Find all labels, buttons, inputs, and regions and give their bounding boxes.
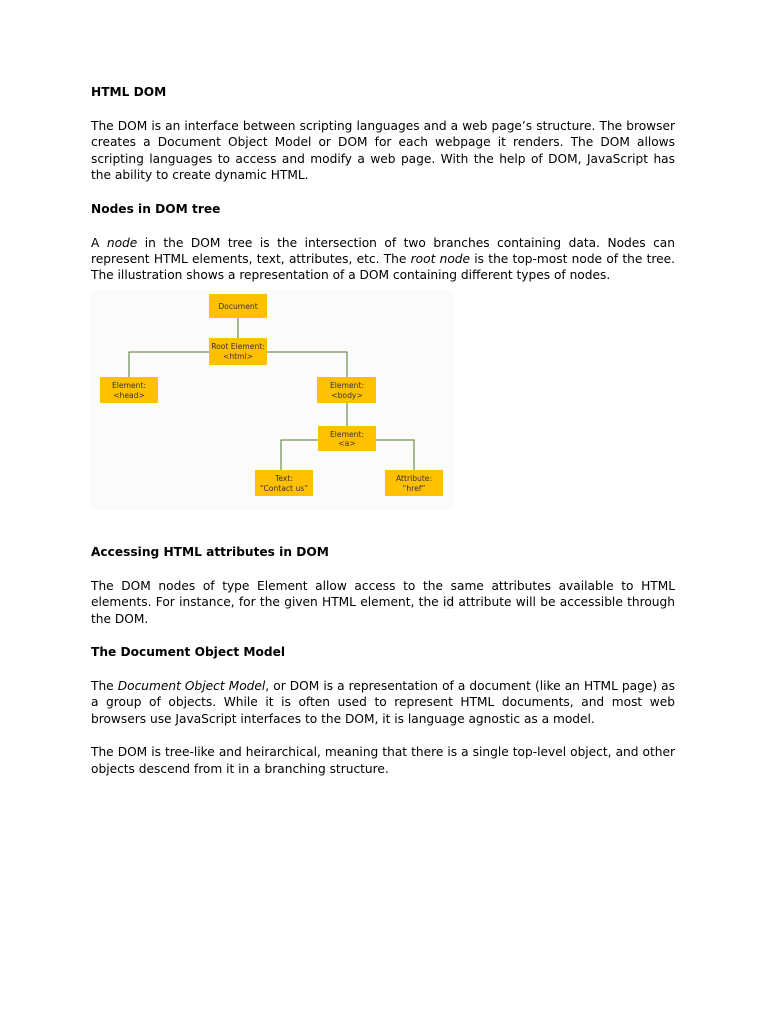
heading-accessing-attributes: Accessing HTML attributes in DOM <box>91 544 329 559</box>
heading-html-dom: HTML DOM <box>91 85 167 99</box>
heading-document-object-model: The Document Object Model <box>91 645 286 660</box>
highlighted-id: id <box>442 595 455 610</box>
emphasis-document-object-model: Document Object Model <box>117 679 266 694</box>
node-head-label-2: <head> <box>113 390 145 400</box>
node-a-label-2: <a> <box>338 438 356 448</box>
node-attribute-label-2: “href” <box>402 483 426 493</box>
document-page <box>91 84 675 777</box>
node-root-element <box>209 338 267 365</box>
text-run: The DOM nodes of type Element allow access to the same attributes available to HTML elements. For instance, for the given HTML element, the <box>91 578 675 610</box>
node-root-label-1: Root Element: <box>211 341 265 351</box>
dom-tree-diagram <box>91 290 453 510</box>
node-attribute <box>385 470 443 496</box>
text-run: attribute will be accessible through the DOM. <box>91 595 675 626</box>
node-attribute-label-1: Attribute: <box>395 473 433 483</box>
text-run: in the DOM tree is the intersection of two branches containing data. Nodes can represent HTML elements, text, attributes, etc. The <box>91 235 675 267</box>
node-root-label-2: <html> <box>222 351 254 361</box>
text-run: The <box>91 679 118 694</box>
text-run: , or DOM is a representation of a document (like an HTML page) as a group of objects. While it is often used to represent HTML documents, and most web browsers use JavaScript interfaces to the DOM, it is language agnostic as a model. <box>91 679 675 726</box>
node-head-label-1: Element: <box>112 380 146 390</box>
node-body-label-2: <body> <box>331 390 363 400</box>
paragraph-dom-intro: The DOM is an interface between scripting languages and a web page’s structure. The browser creates a Document Object Model or DOM for each webpage it renders. The DOM allows scripting languages to access and modify a web page. With the help of DOM, JavaScript has the ability to create dynamic HTML. <box>91 119 675 183</box>
node-body-element <box>317 377 376 403</box>
paragraph-nodes <box>91 235 675 284</box>
paragraph-accessing-attributes <box>91 578 675 627</box>
node-document <box>209 294 267 318</box>
paragraph-dom-definition <box>91 678 675 727</box>
text-run: A <box>91 235 107 250</box>
emphasis-node: node <box>106 235 138 250</box>
node-text <box>255 470 313 496</box>
node-text-label-2: “Contact us” <box>259 483 309 493</box>
node-a-element <box>318 426 376 451</box>
text-run: is the top-most node of the tree. The illustration shows a representation of a DOM containing different types of nodes. <box>91 252 675 283</box>
paragraph-dom-tree-like: The DOM is tree-like and heirarchical, meaning that there is a single top-level object, and other objects descend from it in a branching structure. <box>91 745 675 776</box>
node-text-label-1: Text: <box>275 473 293 483</box>
node-head-element <box>100 377 158 403</box>
node-body-label-1: Element: <box>330 380 364 390</box>
node-document-label: Document <box>218 301 258 311</box>
node-a-label-1: Element: <box>330 429 364 439</box>
emphasis-root-node: root node <box>410 252 471 267</box>
heading-nodes-in-dom-tree: Nodes in DOM tree <box>91 201 221 216</box>
